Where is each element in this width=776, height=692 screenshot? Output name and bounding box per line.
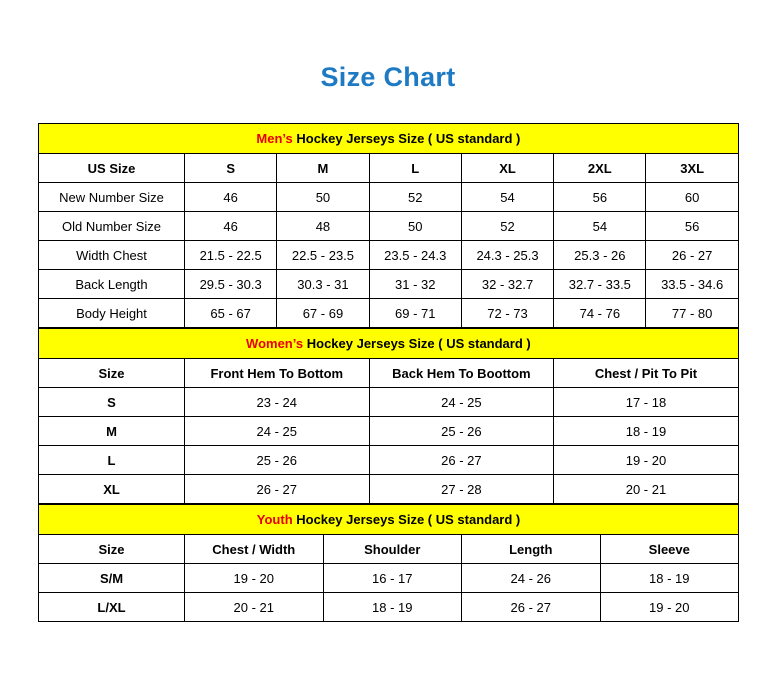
table-row bbox=[39, 388, 739, 417]
youth-header-cell: Shoulder bbox=[323, 535, 462, 564]
table-cell: 30.3 - 31 bbox=[277, 270, 369, 299]
row-label: Body Height bbox=[39, 299, 185, 328]
table-cell: 77 - 80 bbox=[646, 299, 738, 328]
table-cell: 60 bbox=[646, 183, 738, 212]
page-title: Size Chart bbox=[320, 62, 456, 92]
youth-header-row bbox=[39, 535, 739, 564]
table-cell: 20 - 21 bbox=[185, 593, 324, 622]
table-cell: 46 bbox=[185, 212, 277, 241]
table-cell: 52 bbox=[369, 183, 461, 212]
table-cell: 23.5 - 24.3 bbox=[369, 241, 461, 270]
table-cell: 24 - 25 bbox=[185, 417, 370, 446]
row-label: S/M bbox=[39, 564, 185, 593]
table-cell: 17 - 18 bbox=[554, 388, 739, 417]
table-cell: 20 - 21 bbox=[554, 475, 739, 504]
mens-header-row bbox=[39, 154, 739, 183]
mens-header-cell: 2XL bbox=[554, 154, 646, 183]
table-row bbox=[39, 564, 739, 593]
youth-banner-rest: Hockey Jerseys Size ( US standard ) bbox=[292, 512, 521, 527]
table-cell: 18 - 19 bbox=[554, 417, 739, 446]
womens-banner-rest: Hockey Jerseys Size ( US standard ) bbox=[303, 336, 531, 351]
table-cell: 50 bbox=[277, 183, 369, 212]
table-cell: 25 - 26 bbox=[185, 446, 370, 475]
table-row bbox=[39, 299, 739, 328]
womens-header-row bbox=[39, 359, 739, 388]
mens-header-cell: M bbox=[277, 154, 369, 183]
table-cell: 67 - 69 bbox=[277, 299, 369, 328]
table-cell: 72 - 73 bbox=[461, 299, 553, 328]
youth-banner-accent: Youth bbox=[256, 512, 293, 527]
table-cell: 16 - 17 bbox=[323, 564, 462, 593]
table-cell: 23 - 24 bbox=[185, 388, 370, 417]
table-cell: 56 bbox=[554, 183, 646, 212]
mens-header-cell: 3XL bbox=[646, 154, 738, 183]
youth-header-cell: Length bbox=[462, 535, 601, 564]
table-cell: 46 bbox=[185, 183, 277, 212]
mens-header-cell: L bbox=[369, 154, 461, 183]
table-cell: 32 - 32.7 bbox=[461, 270, 553, 299]
table-cell: 56 bbox=[646, 212, 738, 241]
table-row bbox=[39, 270, 739, 299]
youth-header-cell: Sleeve bbox=[600, 535, 739, 564]
table-cell: 69 - 71 bbox=[369, 299, 461, 328]
table-cell: 22.5 - 23.5 bbox=[277, 241, 369, 270]
row-label: Old Number Size bbox=[39, 212, 185, 241]
table-cell: 31 - 32 bbox=[369, 270, 461, 299]
youth-header-cell: Size bbox=[39, 535, 185, 564]
row-label: XL bbox=[39, 475, 185, 504]
row-label: L bbox=[39, 446, 185, 475]
table-cell: 48 bbox=[277, 212, 369, 241]
table-row bbox=[39, 241, 739, 270]
mens-header-cell: S bbox=[185, 154, 277, 183]
size-chart-container bbox=[38, 93, 738, 622]
table-cell: 26 - 27 bbox=[369, 446, 554, 475]
womens-banner-accent: Women’s bbox=[246, 336, 304, 351]
table-cell: 54 bbox=[554, 212, 646, 241]
womens-section-banner bbox=[39, 329, 739, 359]
table-cell: 26 - 27 bbox=[185, 475, 370, 504]
table-cell: 27 - 28 bbox=[369, 475, 554, 504]
mens-banner-cell bbox=[39, 124, 739, 154]
table-row bbox=[39, 212, 739, 241]
womens-header-cell: Size bbox=[39, 359, 185, 388]
womens-header-cell: Back Hem To Boottom bbox=[369, 359, 554, 388]
table-cell: 50 bbox=[369, 212, 461, 241]
table-cell: 29.5 - 30.3 bbox=[185, 270, 277, 299]
womens-header-cell: Chest / Pit To Pit bbox=[554, 359, 739, 388]
row-label: L/XL bbox=[39, 593, 185, 622]
table-cell: 33.5 - 34.6 bbox=[646, 270, 738, 299]
youth-section-banner bbox=[39, 505, 739, 535]
mens-banner-rest: Hockey Jerseys Size ( US standard ) bbox=[292, 131, 521, 146]
youth-size-table bbox=[38, 504, 739, 622]
table-cell: 65 - 67 bbox=[185, 299, 277, 328]
mens-size-table bbox=[38, 123, 739, 328]
table-cell: 54 bbox=[461, 183, 553, 212]
table-cell: 25 - 26 bbox=[369, 417, 554, 446]
womens-banner-cell bbox=[39, 329, 739, 359]
row-label: Width Chest bbox=[39, 241, 185, 270]
row-label: M bbox=[39, 417, 185, 446]
table-cell: 24.3 - 25.3 bbox=[461, 241, 553, 270]
table-cell: 19 - 20 bbox=[600, 593, 739, 622]
table-row bbox=[39, 593, 739, 622]
row-label: S bbox=[39, 388, 185, 417]
table-cell: 52 bbox=[461, 212, 553, 241]
womens-header-cell: Front Hem To Bottom bbox=[185, 359, 370, 388]
youth-header-cell: Chest / Width bbox=[185, 535, 324, 564]
mens-section-banner bbox=[39, 124, 739, 154]
youth-banner-cell bbox=[39, 505, 739, 535]
table-cell: 19 - 20 bbox=[185, 564, 324, 593]
row-label: Back Length bbox=[39, 270, 185, 299]
table-cell: 74 - 76 bbox=[554, 299, 646, 328]
table-cell: 26 - 27 bbox=[462, 593, 601, 622]
table-cell: 21.5 - 22.5 bbox=[185, 241, 277, 270]
mens-header-cell: US Size bbox=[39, 154, 185, 183]
mens-banner-accent: Men’s bbox=[256, 131, 293, 146]
table-row bbox=[39, 183, 739, 212]
table-cell: 24 - 25 bbox=[369, 388, 554, 417]
row-label: New Number Size bbox=[39, 183, 185, 212]
womens-size-table bbox=[38, 328, 739, 504]
table-row bbox=[39, 446, 739, 475]
table-cell: 18 - 19 bbox=[600, 564, 739, 593]
table-cell: 26 - 27 bbox=[646, 241, 738, 270]
table-cell: 18 - 19 bbox=[323, 593, 462, 622]
table-row bbox=[39, 475, 739, 504]
table-cell: 24 - 26 bbox=[462, 564, 601, 593]
table-row bbox=[39, 417, 739, 446]
table-cell: 25.3 - 26 bbox=[554, 241, 646, 270]
mens-header-cell: XL bbox=[461, 154, 553, 183]
table-cell: 19 - 20 bbox=[554, 446, 739, 475]
table-cell: 32.7 - 33.5 bbox=[554, 270, 646, 299]
